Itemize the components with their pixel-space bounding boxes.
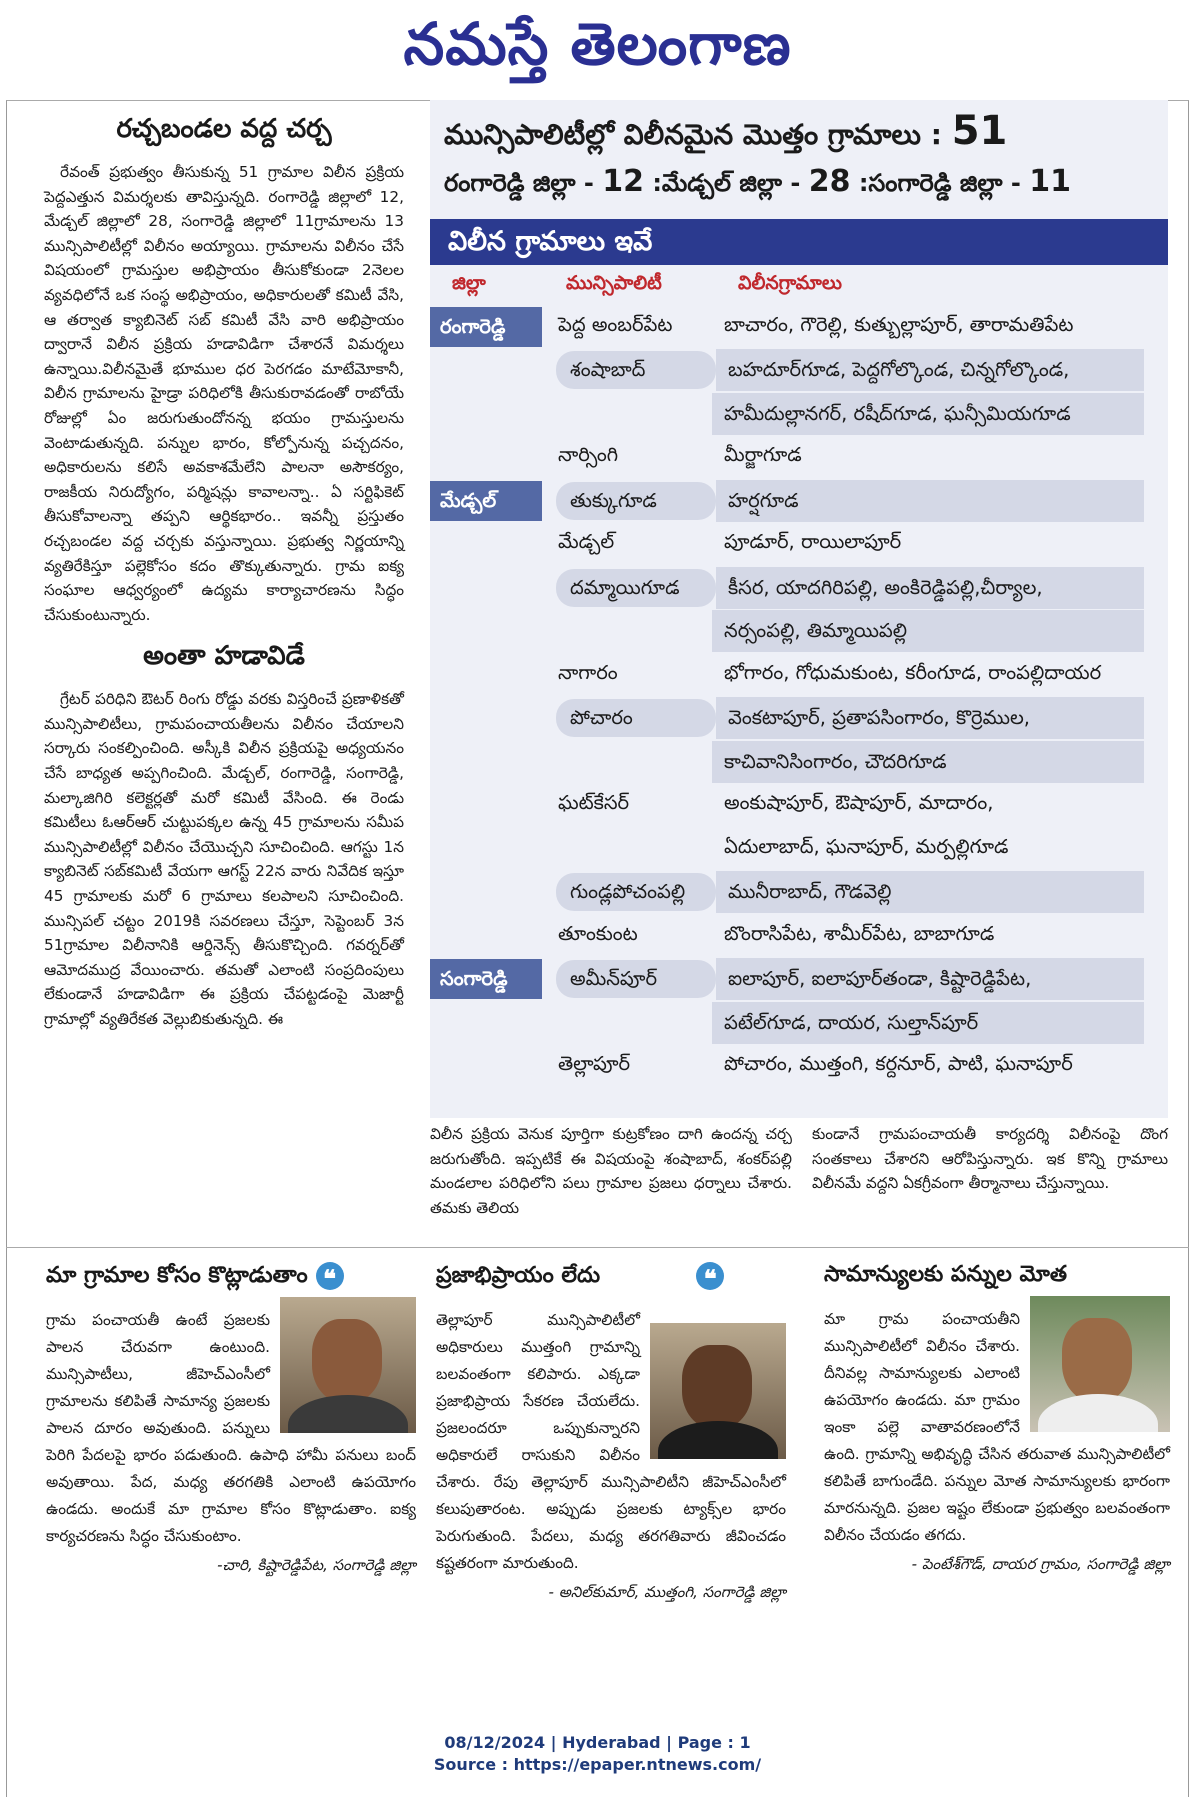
row-municipality: తూంకుంట xyxy=(558,921,638,945)
portrait-photo xyxy=(1030,1296,1170,1432)
row-villages: బొంరాసిపేట, శామీర్‌పేట, బాబాగూడ xyxy=(724,921,995,945)
footer-date-line: 08/12/2024 | Hyderabad | Page : 1 xyxy=(444,1733,751,1752)
opinion-signature: - అనిల్‌కుమార్, ముత్తంగి, సంగారెడ్డి జిల్లా xyxy=(548,1583,786,1601)
left-column xyxy=(44,106,404,1032)
row-municipality: దమ్మాయిగూడ xyxy=(556,569,716,607)
table-header xyxy=(430,265,1168,305)
district-3-count: 11 xyxy=(1029,164,1071,199)
opinion-body: తెల్లాపూర్ మున్సిపాలిటీలో అధికారులు ముత్తంగి గ్రామాన్ని బలవంతంగా కలిపారు. ఎక్కడా ప్రజాభిప్రాయ సేకరణ చేయలేదు. ప్రజలందరూ ఒప్పుకున్నారని అధికారులే రాసుకుని విలీనం చేశారు. రేపు తెల్లాపూర్ మున్సిపాలిటీని జీహెచ్ఎంసీలో కలుపుతారంట. అప్పుడు ప్రజలకు ట్యాక్స్‌ల భారం పెరుగుతుంది. పేదలు, మధ్య తరగతివారు జీవించడం కష్టతరంగా మారుతుంది. xyxy=(436,1311,786,1572)
row-villages: హర్షగూడ xyxy=(716,480,1144,522)
row-villages: మునీరాబాద్, గౌడవెల్లి xyxy=(716,871,1144,913)
row-villages: వెంకటాపూర్, ప్రతాపసింగారం, కొర్రెముల, xyxy=(716,697,1144,739)
row-district: మేడ్చల్ xyxy=(430,481,542,521)
article-body-2 xyxy=(44,687,404,1031)
table-row xyxy=(430,479,1168,523)
col-villages: విలీనగ్రామాలు xyxy=(738,271,842,294)
row-villages: హమీదుల్లానగర్, రషీద్‌గూడ, ఘన్సీమియగూడ xyxy=(712,393,1144,435)
table-row xyxy=(430,1001,1168,1045)
table-row xyxy=(430,740,1168,784)
row-villages: నర్సంపల్లి, తిమ్మాయిపల్లి xyxy=(712,610,1144,652)
district-counts xyxy=(444,164,1154,203)
article-paragraph-2: గ్రేటర్ పరిధిని ఔటర్ రింగు రోడ్డు వరకు విస్తరించే ప్రణాళికతో మున్సిపాలిటీలు, గ్రామపంచాయతీలను విలీనం చేయాలని సర్కారు సంకల్పించింది. అస్కీకి విలీన ప్రక్రియపై అధ్యయనం చేసే బాధ్యత అప్పగించింది. మేడ్చల్, రంగారెడ్డి, సంగారెడ్డి, మల్కాజిగిరి కలెక్టర్లతో మరో కమిటీ వేసింది. ఈ రెండు కమిటీలు ఓఆర్ఆర్ చుట్టుపక్కల ఉన్న 45 గ్రామాలను సమీప మున్సిపాలిటీల్లో విలీనం చేయొచ్చని సూచించింది. ఆగస్టు 1న క్యాబినెట్ సబ్‌కమిటీ వేయగా ఆగస్ట్ 22న వారు నివేదిక ఇస్తూ 45 గ్రామాలకు మరో 6 గ్రామాలు కలపాలని సూచించింది. మున్సిపల్ చట్టం 2019కి సవరణలు చేస్తూ, సెప్టెంబర్ 3న 51గ్రామాల విలీనానికి ఆర్డినెన్స్ తీసుకొచ్చింది. గవర్నర్‌తో ఆమోదముద్ర వేయించారు. తమతో ఎలాంటి సంప్రదింపులు లేకుండానే హడావిడిగా ఈ ప్రక్రియ చేపట్టడంపై మెజార్టీ గ్రామాల్లో వ్యతిరేకత వెల్లుబికుతున్నది. ఈ xyxy=(44,690,404,1028)
row-villages: పోచారం, ముత్తంగి, కర్దనూర్, పాటి, ఘనాపూర్ xyxy=(724,1052,1073,1076)
row-villages: పటేల్‌గూడ, దాయర, సుల్తాన్‌పూర్ xyxy=(712,1002,1144,1044)
table-row xyxy=(430,566,1168,610)
district-2-count: 28 xyxy=(808,164,851,199)
row-villages: పూడూర్, రాయిలాపూర్ xyxy=(724,530,902,554)
continued-col-2: విలీన ప్రక్రియ వెనుక పూర్తిగా కుట్రకోణం దాగి ఉందన్న చర్చ జరుగుతోంది. ఇప్పటికే ఈ విషయంపై శంషాబాద్, శంకర్‌పల్లి మండలాల పరిధిలోని పలు గ్రామాల ప్రజలు ధర్నాలు చేశారు. తమకు తెలియ xyxy=(430,1125,792,1217)
row-district: సంగారెడ్డి xyxy=(430,959,542,999)
col-municipality: మున్సిపాలిటీ xyxy=(566,271,662,294)
table-row xyxy=(430,523,1168,567)
opinion-signature: -చారి, కిష్టారెడ్డిపేట, సంగారెడ్డి జిల్లా xyxy=(217,1556,416,1574)
row-villages: కీసర, యాదగిరిపల్లి, అంకిరెడ్డిపల్లి,చీర్యాల, xyxy=(716,567,1144,609)
opinion-signature: - పెంటేశ్‌గౌడ్, దాయర గ్రామం, సంగారెడ్డి జిల్లా xyxy=(911,1555,1170,1573)
opinion-body: మా గ్రామ పంచాయతీని మున్సిపాలిటీలో విలీనం చేశారు. దీనివల్ల సామాన్యులకు ఎలాంటి ఉపయోగం ఉండదు. మా గ్రామం ఇంకా పల్లె వాతావరణంలోనే ఉంది. గ్రామాన్ని అభివృద్ధి చేసిన తరువాత మున్సిపాలిటీలో కలిపితే బాగుండేది. పన్నుల మోత సామాన్యులకు భారంగా మారనున్నది. ప్రజల ఇష్టం లేకుండా ప్రభుత్వం బలవంతంగా విలీనం చేయడం తగదు. xyxy=(824,1310,1170,1544)
row-municipality: పెద్ద అంబర్‌పేట xyxy=(558,312,673,336)
infobox-total: 51 xyxy=(951,108,1008,154)
row-municipality: శంషాబాద్ xyxy=(556,351,716,389)
table-row xyxy=(430,1045,1168,1089)
opinion-title-text: ప్రజాభిప్రాయం లేదు xyxy=(436,1263,601,1288)
row-municipality: అమీన్‌పూర్ xyxy=(556,960,716,998)
table-row xyxy=(430,349,1168,393)
heading-rachabanda: రచ్చబండల వద్ద చర్చ xyxy=(116,114,332,144)
heading-antha-hadavide: అంతా హడావిడే xyxy=(143,641,305,672)
table-row xyxy=(430,871,1168,915)
row-villages: ఏదులాబాద్, ఘనాపూర్, మర్పల్లిగూడ xyxy=(724,834,1009,858)
col-district: జిల్లా xyxy=(452,271,486,294)
row-municipality: గుండ్లపోచంపల్లి xyxy=(556,873,716,911)
section-divider xyxy=(6,1247,1189,1248)
table-row xyxy=(430,827,1168,871)
epaper-footer xyxy=(0,1732,1195,1776)
quote-icon: ❝ xyxy=(316,1262,344,1290)
district-1-label: రంగారెడ్డి జిల్లా - xyxy=(444,169,594,197)
district-2-label: :మేడ్చల్ జిల్లా - xyxy=(652,169,801,197)
infobox-headline xyxy=(444,108,1154,158)
footer-source-line: Source : https://epaper.ntnews.com/ xyxy=(433,1755,762,1774)
table-row xyxy=(430,697,1168,741)
row-villages: అంకుషాపూర్, ఔషాపూర్, మాదారం, xyxy=(724,791,994,815)
newspaper-logo: నమస్తే తెలంగాణ xyxy=(403,10,792,78)
row-villages: కాచివానిసింగారం, చౌదరిగూడ xyxy=(712,741,1144,783)
opinion-title xyxy=(824,1262,1170,1292)
masthead xyxy=(0,0,1195,90)
table-row xyxy=(430,392,1168,436)
article-body-1 xyxy=(44,160,404,627)
row-villages: బాచారం, గౌరెల్లి, కుత్బుల్లాపూర్, తారామతిపేట xyxy=(724,312,1074,336)
villages-table xyxy=(430,305,1168,1088)
opinion-title-text: సామాన్యులకు పన్నుల మోత xyxy=(824,1262,1067,1287)
opinion-title xyxy=(436,1262,786,1293)
table-row xyxy=(430,305,1168,349)
row-district: రంగారెడ్డి xyxy=(430,307,542,347)
table-row xyxy=(430,610,1168,654)
opinion-card-3 xyxy=(824,1262,1170,1577)
infobox-headline-text: మున్సిపాలిటీల్లో విలీనమైన మొత్తం గ్రామాలు : xyxy=(444,118,942,151)
row-villages: బహదూర్‌గూడ, పెద్దగోల్కొండ, చిన్నగోల్కొండ, xyxy=(716,349,1144,391)
continued-col-3: కుండానే గ్రామపంచాయతీ కార్యదర్శి విలీనంపై దొంగ సంతకాలు చేశారని ఆరోపిస్తున్నారు. ఇక కొన్ని గ్రామాలు విలీనమే వద్దని ఏకగ్రీవంగా తీర్మానాలు చేస్తున్నాయి. xyxy=(812,1125,1168,1193)
row-villages: భోగారం, గోధుమకుంట, కరీంగూడ, రాంపల్లిదాయర xyxy=(724,660,1102,684)
villages-infobox xyxy=(430,100,1168,1118)
row-municipality: పోచారం xyxy=(556,699,716,737)
quote-icon: ❝ xyxy=(696,1262,724,1290)
row-municipality: తెల్లాపూర్ xyxy=(558,1052,631,1076)
article-paragraph-1: రేవంత్ ప్రభుత్వం తీసుకున్న 51 గ్రామాల విలీన ప్రక్రియ పెద్దఎత్తున విమర్శలకు తావిస్తున్నది. రంగారెడ్డి జిల్లాలో 12, మేడ్చల్ జిల్లాలో 28, సంగారెడ్డి జిల్లాలో 11గ్రామాలను 13 మున్సిపాలిటీల్లో విలీనం అయ్యాయి. గ్రామాలను విలీనం చేసే విషయంలో గ్రామస్తుల అభిప్రాయం తీసుకోకుండా 2నెలల వ్యవధిలోనే ఒక సంస్థ అభిప్రాయం, అధికారులతో కమిటీ వేసి, ఆ తర్వాత క్యాబినెట్ సబ్ కమిటీ వేసి వారి అభిప్రాయం ద్వారానే విలీన ప్రక్రియ హడావిడిగా చేశారనే విమర్శలు ఉన్నాయి.విలీనమైతే భూముల ధర పెరగడం మాటేమోకానీ, విలీన గ్రామాలను హైడ్రా పరిధిలోకి తీసుకురావడంతో రాబోయే రోజుల్లో ఏం జరుగుతుందోనన్న భయం గ్రామస్తులను వెంటాడుతున్నది. పన్నుల భారం, కోల్పోనున్న పచ్చదనం, అధికారులను కలిసే అవకాశమేలేని పాలనా అసౌకర్యం, రాజకీయ నిరుద్యోగం, పర్మిషన్లు కావాలన్నా.. ఏ సర్టిఫికెట్ తీసుకోవాలన్నా తప్పని ఆర్థికభారం.. ఇవన్నీ ప్రస్తుతం రచ్చబండల వద్ద చర్చకు వస్తున్నాయి. ప్రభుత్వ నిర్ణయాన్ని వ్యతిరేకిస్తూ పల్లెకోసం కదం తొక్కుతున్నారు. గ్రామ ఐక్య సంఘాల ఆధ్వర్యంలో ఉద్యమ కార్యాచారణను సిద్ధం చేసుకుంటున్నారు. xyxy=(44,163,404,624)
row-municipality: నార్సింగి xyxy=(558,443,619,467)
table-row xyxy=(430,436,1168,480)
district-1-count: 12 xyxy=(602,164,644,199)
district-3-label: :సంగారెడ్డి జిల్లా - xyxy=(858,169,1021,197)
infobox-bar-title: విలీన గ్రామాలు ఇవే xyxy=(430,219,1168,265)
opinion-card-2 xyxy=(436,1262,786,1605)
row-villages: ఐలాపూర్, ఐలాపూర్‌తండా, కిష్టారెడ్డిపేట, xyxy=(716,958,1144,1000)
table-row xyxy=(430,958,1168,1002)
portrait-photo xyxy=(650,1323,786,1459)
portrait-photo xyxy=(280,1297,416,1433)
table-row xyxy=(430,914,1168,958)
opinion-title xyxy=(46,1262,416,1293)
row-municipality: మేడ్చల్ xyxy=(558,530,615,554)
row-municipality: నాగారం xyxy=(558,660,618,684)
opinion-card-1 xyxy=(46,1262,416,1578)
opinion-body: గ్రామ పంచాయతీ ఉంటే ప్రజలకు పాలన చేరువగా ఉంటుంది. మున్సిపాటీలు, జీహెచ్ఎంసీలో గ్రామాలను కలిపితే సామాన్య ప్రజలకు పాలన దూరం అవుతుంది. పన్నులు పెరిగి పేదలపై భారం పడుతుంది. ఉపాధి హామీ పనులు బంద్ అవుతాయి. పేద, మధ్య తరగతికి ఎలాంటి ఉపయోగం ఉండదు. అందుకే మా గ్రామాల కోసం కొట్లాడుతాం. ఐక్య కార్యచరణను సిద్ధం చేసుకుంటాం. xyxy=(46,1311,416,1545)
row-municipality: తుక్కుగూడ xyxy=(556,482,716,520)
row-municipality: ఘట్‌కేసర్ xyxy=(558,791,630,815)
table-row xyxy=(430,653,1168,697)
row-villages: మీర్జాగూడ xyxy=(724,443,802,467)
table-row xyxy=(430,784,1168,828)
opinion-title-text: మా గ్రామాల కోసం కొట్లాడుతాం xyxy=(46,1263,308,1288)
